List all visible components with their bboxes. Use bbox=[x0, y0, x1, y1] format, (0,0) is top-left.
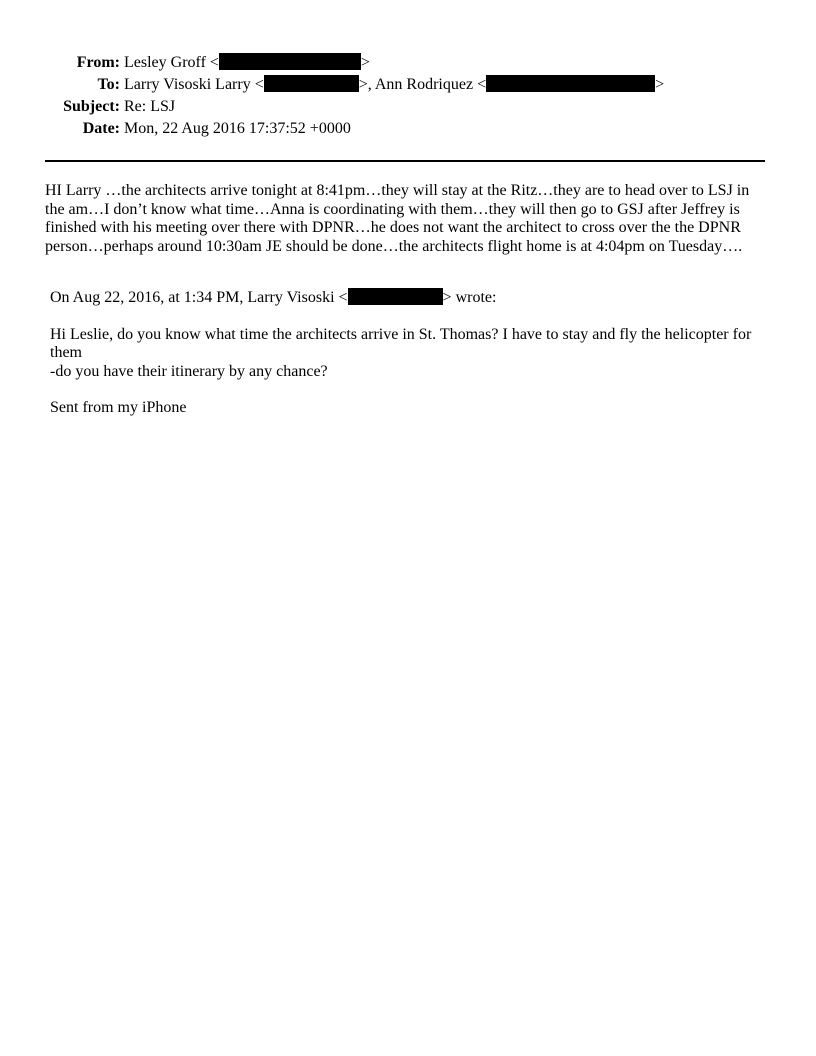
date-label: Date: bbox=[82, 120, 120, 137]
reply-line: HI Larry …the architects arrive tonight at 8:41pm…they will stay at the Ritz…they are to head over to LSJ in bbox=[45, 182, 750, 199]
from-value bbox=[124, 52, 370, 74]
attribution-start: On Aug 22, 2016, at 1:34 PM, Larry Visoski < bbox=[50, 289, 348, 306]
quote-attribution bbox=[50, 288, 770, 308]
header-divider bbox=[45, 160, 765, 162]
to-row bbox=[0, 74, 816, 96]
redaction-block bbox=[264, 75, 359, 92]
to-close: > bbox=[655, 76, 665, 93]
from-row bbox=[0, 52, 816, 74]
to-name-1: Larry Visoski Larry < bbox=[124, 76, 264, 93]
reply-line: the am…I don’t know what time…Anna is coordinating with them…they will then go to GSJ after Jeffrey is bbox=[45, 200, 740, 218]
subject-row bbox=[0, 96, 816, 118]
signature: Sent from my iPhone bbox=[50, 399, 187, 416]
email-header bbox=[0, 52, 816, 140]
redaction-block bbox=[348, 288, 443, 305]
to-label: To: bbox=[97, 76, 120, 93]
subject-label: Subject: bbox=[63, 98, 120, 115]
quoted-line: them bbox=[50, 344, 82, 361]
quoted-line: -do you have their itinerary by any chance? bbox=[50, 362, 328, 380]
reply-line: person…perhaps around 10:30am JE should be done…the architects flight home is at 4:04pm on Tuesday…. bbox=[45, 237, 743, 255]
subject-value: Re: LSJ bbox=[124, 98, 176, 115]
to-separator: >, Ann Rodriquez < bbox=[358, 76, 487, 93]
from-name: Lesley Groff < bbox=[124, 54, 219, 71]
reply-body bbox=[45, 182, 770, 256]
quoted-message bbox=[50, 288, 770, 418]
attribution-end: > wrote: bbox=[442, 289, 497, 306]
redaction-block bbox=[486, 75, 655, 92]
redaction-block bbox=[219, 53, 361, 70]
from-close: > bbox=[360, 54, 370, 71]
quoted-line: Hi Leslie, do you know what time the architects arrive in St. Thomas? I have to stay and fly the helicopter for bbox=[50, 325, 752, 343]
reply-line: finished with his meeting over there with DPNR…he does not want the architect to cross over the the DPNR bbox=[45, 219, 741, 236]
from-label: From: bbox=[76, 54, 120, 71]
date-row bbox=[0, 118, 816, 140]
date-value: Mon, 22 Aug 2016 17:37:52 +0000 bbox=[124, 120, 351, 137]
to-value bbox=[124, 74, 664, 96]
